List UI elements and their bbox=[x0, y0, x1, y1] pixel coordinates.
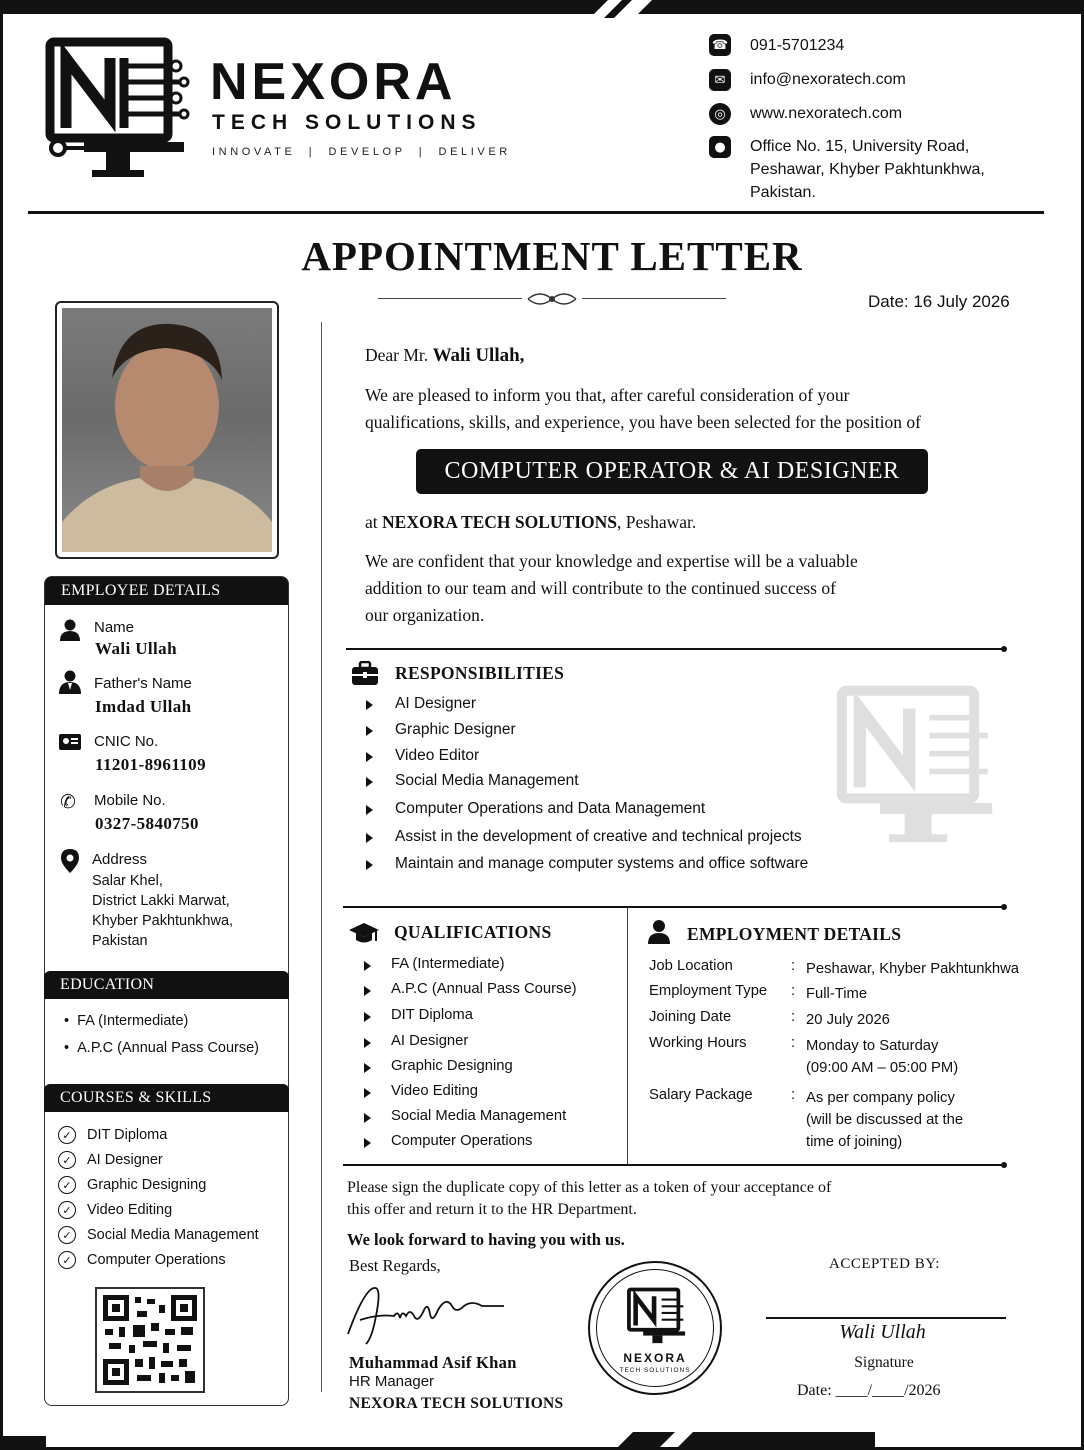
qualification-item: Social Media Management bbox=[391, 1108, 567, 1124]
letter-date: Date: 16 July 2026 bbox=[868, 292, 1010, 311]
section-divider bbox=[346, 648, 1002, 650]
skill-item: DIT Diploma bbox=[87, 1127, 168, 1143]
employment-label: Joining Date bbox=[649, 1009, 732, 1025]
stamp-sub: TECH SOLUTIONS bbox=[619, 1367, 691, 1374]
qualifications-heading: QUALIFICATIONS bbox=[394, 922, 552, 942]
cnic-number: 11201-8961109 bbox=[95, 755, 206, 774]
mobile-label: Mobile No. bbox=[94, 792, 166, 809]
bullet-arrow-icon bbox=[364, 986, 371, 996]
watermark-logo bbox=[832, 684, 1002, 850]
employment-value: As per company policy bbox=[806, 1090, 955, 1106]
contact-website: www.nexoratech.com bbox=[750, 105, 903, 122]
employment-value: Peshawar, Khyber Pakhtunkhwa bbox=[806, 961, 1020, 977]
best-regards: Best Regards, bbox=[349, 1256, 441, 1275]
header-divider bbox=[28, 211, 1044, 214]
check-icon: ✓ bbox=[58, 1176, 76, 1194]
position-title: COMPUTER OPERATOR & AI DESIGNER bbox=[416, 449, 928, 494]
signer-name: Muhammad Asif Khan bbox=[349, 1353, 517, 1372]
bullet-arrow-icon bbox=[366, 752, 373, 762]
accepted-name: Wali Ullah bbox=[839, 1321, 926, 1343]
responsibility-item: Assist in the development of creative and technical projects bbox=[395, 828, 802, 845]
employment-value: (09:00 AM – 05:00 PM) bbox=[806, 1060, 959, 1076]
page-title: APPOINTMENT LETTER bbox=[301, 233, 803, 279]
skill-item: Video Editing bbox=[87, 1202, 173, 1218]
employment-value: 20 July 2026 bbox=[806, 1012, 890, 1028]
signature-label: Signature bbox=[854, 1354, 914, 1371]
company-line: at NEXORA TECH SOLUTIONS, Peshawar. bbox=[365, 512, 697, 532]
responsibilities-heading: RESPONSIBILITIES bbox=[395, 663, 565, 683]
qualification-item: DIT Diploma bbox=[391, 1007, 473, 1023]
briefcase-icon bbox=[352, 661, 378, 685]
title-ornament bbox=[522, 288, 582, 310]
bottom-corner-accent bbox=[615, 1432, 875, 1450]
bullet-arrow-icon bbox=[366, 805, 373, 815]
responsibility-item: Video Editor bbox=[395, 747, 480, 764]
title-ornament-right bbox=[582, 298, 726, 299]
cnic-label: CNIC No. bbox=[94, 733, 159, 750]
responsibility-item: Maintain and manage computer systems and office software bbox=[395, 855, 809, 872]
salutation: Dear Mr. Wali Ullah, bbox=[365, 345, 525, 366]
qualification-item: Video Editing bbox=[391, 1083, 478, 1099]
qualification-item: AI Designer bbox=[391, 1033, 469, 1049]
graduation-cap-icon bbox=[349, 921, 379, 945]
bullet-arrow-icon bbox=[364, 1063, 371, 1073]
globe-icon: ◎ bbox=[709, 103, 731, 125]
skill-item: Computer Operations bbox=[87, 1252, 226, 1268]
mobile-number: 0327-5840750 bbox=[95, 814, 199, 833]
bullet-arrow-icon bbox=[366, 860, 373, 870]
contact-phone: 091-5701234 bbox=[750, 37, 845, 54]
brand-name: NEXORA bbox=[210, 53, 457, 111]
check-icon: ✓ bbox=[58, 1226, 76, 1244]
bullet-arrow-icon bbox=[364, 1012, 371, 1022]
bottom-left-accent bbox=[0, 1436, 46, 1450]
check-icon: ✓ bbox=[58, 1126, 76, 1144]
employment-value: (will be discussed at the bbox=[806, 1112, 964, 1128]
title-ornament-left bbox=[378, 298, 522, 299]
employee-details-heading: EMPLOYEE DETAILS bbox=[45, 577, 288, 605]
education-item: • FA (Intermediate) bbox=[64, 1013, 189, 1029]
bullet-arrow-icon bbox=[364, 961, 371, 971]
employment-colon: : bbox=[791, 1087, 796, 1103]
bullet-arrow-icon bbox=[366, 700, 373, 710]
section-divider bbox=[343, 1164, 1003, 1166]
employment-label: Job Location bbox=[649, 958, 733, 974]
check-icon: ✓ bbox=[58, 1251, 76, 1269]
education-item: • A.P.C (Annual Pass Course) bbox=[64, 1040, 260, 1056]
person-icon bbox=[60, 619, 80, 641]
stamp-name: NEXORA bbox=[623, 1351, 687, 1365]
bullet-arrow-icon bbox=[364, 1038, 371, 1048]
check-icon: ✓ bbox=[58, 1201, 76, 1219]
employment-heading: EMPLOYMENT DETAILS bbox=[687, 924, 902, 944]
divider-dot bbox=[1001, 646, 1007, 652]
employment-colon: : bbox=[791, 958, 796, 974]
top-corner-accent bbox=[590, 0, 660, 18]
contact-address: Office No. 15, University Road, Peshawar, Khyber Pakhtunkhwa, Pakistan. bbox=[750, 138, 985, 201]
intro-paragraph: We are pleased to inform you that, after careful consideration of your qualifications, skills, and experience, you have been selected for the position of bbox=[365, 385, 921, 432]
skill-item: AI Designer bbox=[87, 1152, 163, 1168]
signer-company: NEXORA TECH SOLUTIONS bbox=[349, 1395, 564, 1412]
name-label: Name bbox=[94, 619, 135, 636]
brand-subtitle: TECH SOLUTIONS bbox=[212, 111, 482, 134]
employment-label: Working Hours bbox=[649, 1035, 747, 1051]
employment-value: Monday to Saturday bbox=[806, 1038, 939, 1054]
mail-icon: ✉ bbox=[709, 69, 731, 91]
responsibility-item: AI Designer bbox=[395, 695, 476, 712]
confidence-paragraph: We are confident that your knowledge and expertise will be a valuable addition to our team and will contribute to the continued success of our organization. bbox=[365, 551, 858, 625]
phone-icon: ✆ bbox=[60, 791, 76, 813]
phone-icon: ☎ bbox=[709, 34, 731, 56]
courses-heading: COURSES & SKILLS bbox=[44, 1084, 289, 1112]
qualification-item: A.P.C (Annual Pass Course) bbox=[391, 981, 577, 997]
person-icon bbox=[648, 920, 670, 944]
accepted-by-label: ACCEPTED BY: bbox=[829, 1256, 940, 1272]
employment-label: Salary Package bbox=[649, 1087, 753, 1103]
employee-address: Salar Khel, District Lakki Marwat, Khyber Pakhtunkhwa, Pakistan bbox=[92, 873, 234, 949]
column-divider bbox=[321, 322, 322, 1392]
closing-paragraph: Please sign the duplicate copy of this letter as a token of your acceptance of this offer and return it to the HR Department. bbox=[347, 1179, 832, 1218]
section-divider bbox=[343, 906, 1003, 908]
bullet-arrow-icon bbox=[364, 1138, 371, 1148]
bullet-arrow-icon bbox=[366, 777, 373, 787]
location-pin-icon bbox=[61, 849, 79, 873]
address-label: Address bbox=[92, 851, 148, 868]
bullet-arrow-icon bbox=[366, 833, 373, 843]
signer-title: HR Manager bbox=[349, 1373, 435, 1390]
employee-photo bbox=[55, 301, 279, 559]
acceptance-date: Date: ____/____/2026 bbox=[797, 1382, 941, 1399]
id-card-icon bbox=[59, 734, 81, 750]
qualification-item: FA (Intermediate) bbox=[391, 956, 505, 972]
brand-tagline: INNOVATE | DEVELOP | DELIVER bbox=[212, 146, 511, 158]
employment-value: Full-Time bbox=[806, 986, 868, 1002]
qualification-item: Graphic Designing bbox=[391, 1058, 513, 1074]
responsibility-item: Computer Operations and Data Management bbox=[395, 800, 706, 817]
employment-value: time of joining) bbox=[806, 1134, 903, 1150]
qualification-item: Computer Operations bbox=[391, 1133, 533, 1149]
employment-colon: : bbox=[791, 1009, 796, 1025]
father-name: Imdad Ullah bbox=[95, 697, 192, 716]
signature-line bbox=[766, 1317, 1006, 1319]
skill-item: Social Media Management bbox=[87, 1227, 259, 1243]
employment-label: Employment Type bbox=[649, 983, 768, 999]
divider-dot bbox=[1001, 904, 1007, 910]
company-logo bbox=[44, 36, 190, 184]
father-icon bbox=[59, 670, 81, 694]
employment-colon: : bbox=[791, 1035, 796, 1051]
divider-dot bbox=[1001, 1162, 1007, 1168]
employee-name: Wali Ullah bbox=[95, 639, 177, 658]
bullet-arrow-icon bbox=[366, 726, 373, 736]
skill-item: Graphic Designing bbox=[87, 1177, 207, 1193]
closing-bold-line: We look forward to having you with us. bbox=[347, 1230, 625, 1249]
father-label: Father's Name bbox=[94, 675, 192, 692]
contact-email: info@nexoratech.com bbox=[750, 71, 906, 88]
check-icon: ✓ bbox=[58, 1151, 76, 1169]
education-heading: EDUCATION bbox=[44, 971, 289, 999]
bullet-arrow-icon bbox=[364, 1088, 371, 1098]
bullet-arrow-icon bbox=[364, 1113, 371, 1123]
responsibility-item: Graphic Designer bbox=[395, 721, 516, 738]
employment-colon: : bbox=[791, 983, 796, 999]
column-divider-mid bbox=[627, 908, 628, 1166]
location-pin-icon: ● bbox=[709, 136, 731, 158]
responsibility-item: Social Media Management bbox=[395, 772, 579, 789]
